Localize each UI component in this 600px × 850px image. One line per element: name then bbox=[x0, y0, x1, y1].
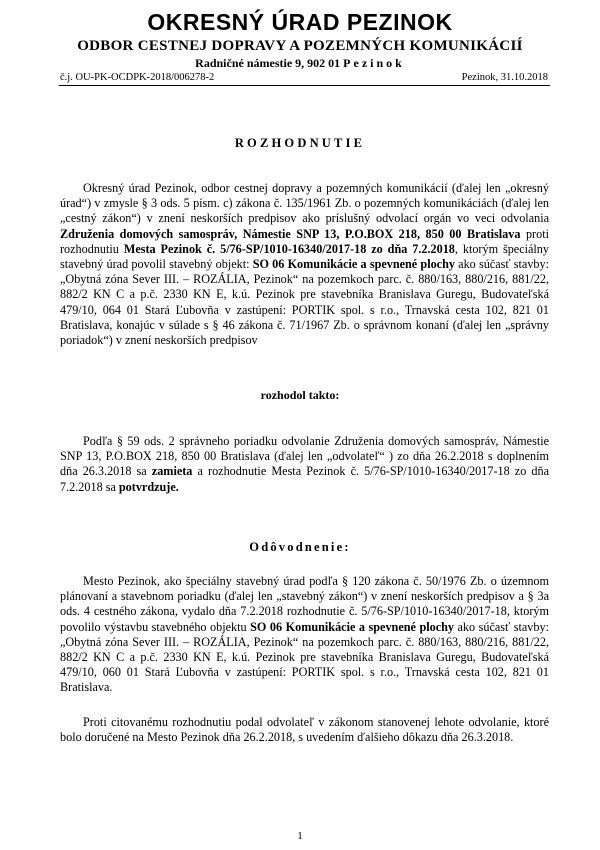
office-title: OKRESNÝ ÚRAD PEZINOK bbox=[147, 9, 453, 35]
introduction-paragraph bbox=[60, 181, 549, 348]
text-run: , ktorým špeciálny stavebný úrad povolil stavebný objekt: bbox=[60, 241, 549, 272]
building-object: SO 06 Komunikácie a spevnené plochy bbox=[250, 619, 454, 634]
text-run: Mesto Pezinok, ako špeciálny stavebný úrad podľa § 120 zákona č. 50/1976 Zb. o územnom plánovaní a stavebnom poriadku (ďalej len „stavebný zákon“) v znení neskorších predpisov a § 3a ods. 4 cestného zákona, vydalo dňa 7.2.2018 rozhodnutie č. 5/76-SP/1010-16340/2017-18, ktorým povolilo výstavbu stavebného objektu bbox=[60, 574, 549, 634]
appellant-name: Združenia domových samospráv, Námestie SNP 13, P.O.BOX 218, 850 00 Bratislava bbox=[60, 226, 521, 241]
appeal-paragraph: Proti citovanému rozhodnutiu podal odvolateľ v zákonom stanovenej lehote odvolanie, ktoré bolo doručené na Mesto Pezinok dňa 26.2.2018, s uvedením ďalšieho dôkazu dňa 26.3.2018. bbox=[60, 715, 549, 745]
place-and-date: Pezinok, 31.10.2018 bbox=[461, 72, 548, 83]
office-address bbox=[0, 56, 600, 71]
verdict-confirmed: potvrdzuje. bbox=[118, 479, 179, 494]
decided-heading: rozhodol takto: bbox=[260, 388, 340, 402]
reference-number: č.j. OU-PK-OCDPK-2018/006278-2 bbox=[60, 72, 215, 83]
verdict-paragraph bbox=[60, 434, 549, 495]
text-run: Okresný úrad Pezinok, odbor cestnej dopravy a pozemných komunikácií (ďalej len „okresný úrad“) v zmysle § 3 ods. 5 písm. c) zákona č. 135/1961 Zb. o pozemných komunikáciách (ďalej len „cestný zákon“) v znení neskorších predpisov ako príslušný odvolací orgán vo veci odvolania bbox=[60, 181, 549, 226]
header-divider bbox=[59, 85, 550, 86]
text-run: a rozhodnutie Mesta Pezinok č. 5/76-SP/1010-16340/2017-18 zo dňa 7.2.2018 sa bbox=[60, 464, 549, 494]
text-run: ako súčasť stavby: „Obytná zóna Sever III. – ROZÁLIA, Pezinok“ na pozemkoch parc. č. 880/163, 880/216, 881/22, 882/2 KN C a p.č. 2330 KN E, k.ú. Pezinok pre stavebníka Branislava Guregu, Budovateľská 479/10, 064 01 Stará Ľubovňa v zastúpení: PORTIK spol. s r.o., Trnavská cesta 102, 821 01 Bratislava, konajúc v súlade s § 46 zákona č. 71/1967 Zb. o správnom konaní (ďalej len „správny poriadok“) v znení neskorších predpisov bbox=[60, 257, 549, 348]
decision-heading: ROZHODNUTIE bbox=[234, 136, 366, 150]
text-run: Podľa § 59 ods. 2 správneho poriadku odvolanie Združenia domových samospráv, Námestie SNP 13, P.O.BOX 218, 850 00 Bratislava (ďalej len „odvolateľ“ ) zo dňa 26.2.2018 s doplnením dňa 26.3.2018 sa bbox=[60, 434, 549, 479]
contested-decision: Mesta Pezinok č. 5/76-SP/1010-16340/2017-18 zo dňa 7.2.2018 bbox=[123, 241, 455, 256]
department-title: ODBOR CESTNEJ DOPRAVY A POZEMNÝCH KOMUNIKÁCIÍ bbox=[77, 38, 523, 54]
address-street: Radničné námestie 9, 902 01 bbox=[195, 56, 341, 70]
text-run: proti rozhodnutiu bbox=[60, 226, 549, 256]
building-object: SO 06 Komunikácie a spevnené plochy bbox=[252, 257, 455, 272]
verdict-rejected: zamieta bbox=[151, 464, 193, 479]
address-city: Pezinok bbox=[343, 56, 405, 70]
text-run: ako súčasť stavby: „Obytná zóna Sever III. – ROZÁLIA, Pezinok“ na pozemkoch parc. č. 880/163, 880/216, 881/22, 882/2 KN C a p.č. 2330 KN E, k.ú. Pezinok pre stavebníka Branislava Guregu, Budovateľská 479/10, 060 01 Stará Ľubovňa v zastúpení: PORTIK spol. s r.o., Trnavská cesta 102, 821 01 Bratislava. bbox=[60, 619, 549, 695]
justification-paragraph bbox=[60, 574, 549, 696]
page-number: 1 bbox=[297, 830, 303, 842]
justification-heading: Odôvodnenie: bbox=[249, 540, 351, 554]
